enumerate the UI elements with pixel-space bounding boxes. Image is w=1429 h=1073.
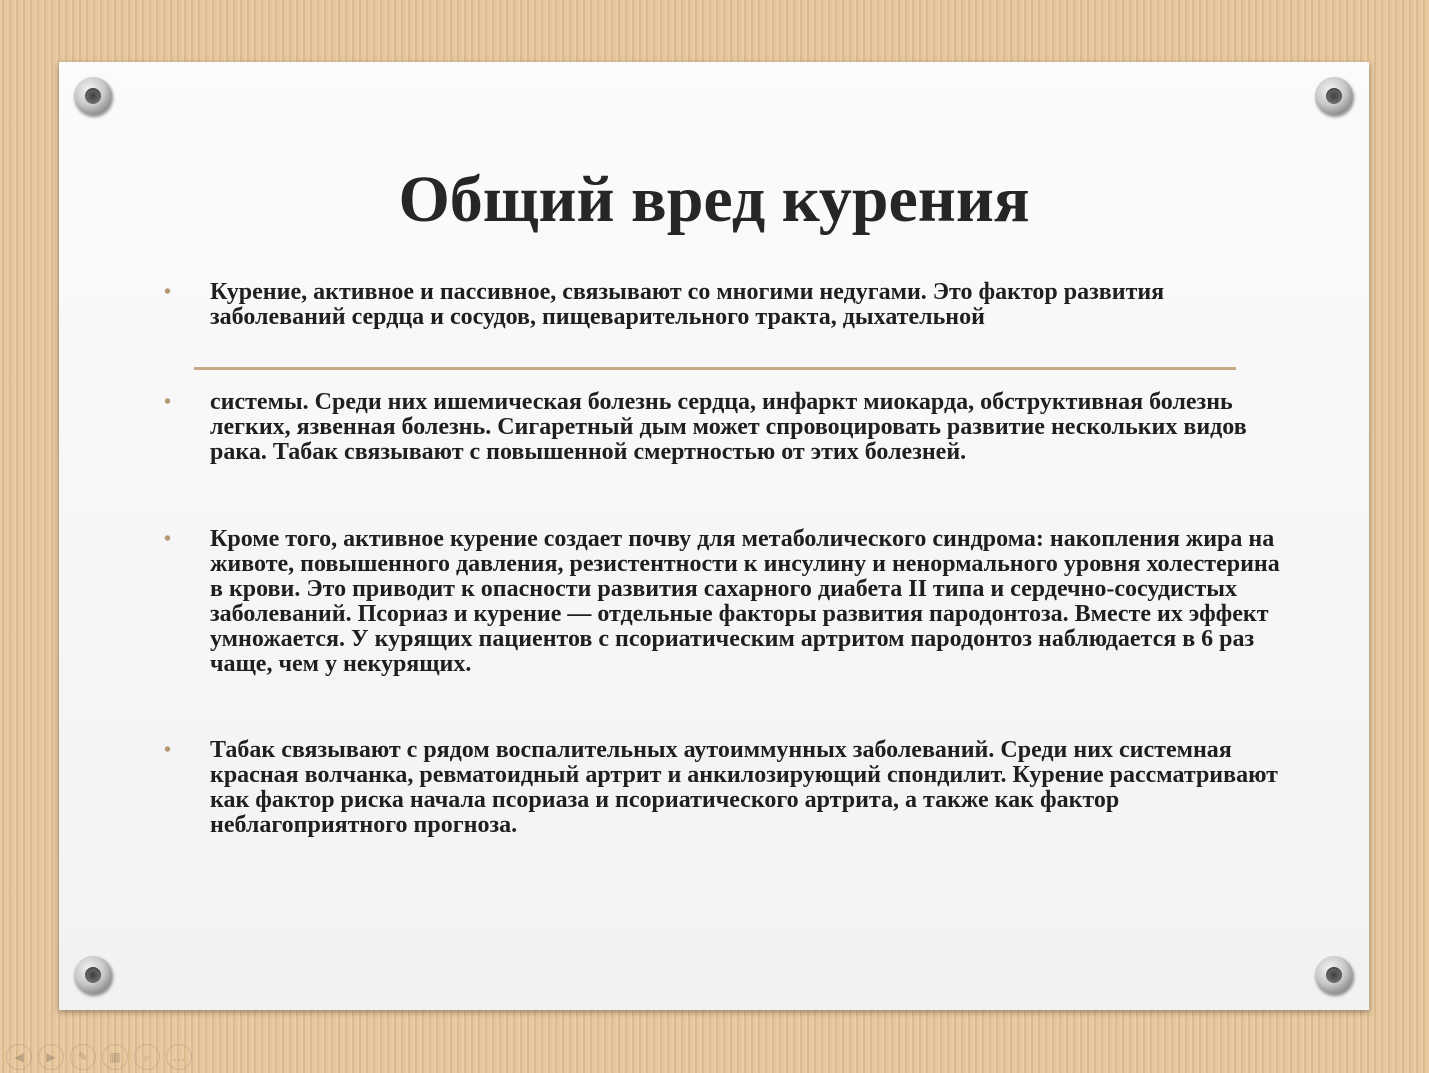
slide-title: Общий вред курения xyxy=(398,163,1030,236)
bullet-text: Кроме того, активное курение создает почву для метаболического синдрома: накопления жира на животе, повышенного давления, резистентности к инсулину и ненормального уровня холестерина в крови. Это приводит к опасности развития сахарного диабета II типа и сердечно-сосудистых заболеваний. Псориаз и курение — отдельные факторы развития пародонтоза. Вместе их эффект умножается. У курящих пациентов с псориатическим артритом пародонтоз наблюдается в 6 раз чаще, чем у некурящих. xyxy=(210,526,1280,677)
more-options-icon[interactable]: … xyxy=(166,1044,192,1070)
bullet-dot-icon: • xyxy=(164,739,172,761)
pin-icon xyxy=(74,77,112,115)
pin-icon xyxy=(1315,77,1353,115)
zoom-icon[interactable]: ⌕ xyxy=(134,1044,160,1070)
next-slide-icon[interactable]: ▶ xyxy=(38,1044,64,1070)
slides-grid-icon[interactable]: ▦ xyxy=(102,1044,128,1070)
bullet-text: Курение, активное и пассивное, связывают со многими недугами. Это фактор развития заболеваний сердца и сосудов, пищеварительного тракта, дыхательной xyxy=(210,279,1165,330)
pin-icon xyxy=(74,956,112,994)
bullet-dot-icon: • xyxy=(164,281,172,303)
pen-icon[interactable]: ✎ xyxy=(70,1044,96,1070)
previous-slide-icon[interactable]: ◀ xyxy=(6,1044,32,1070)
bullet-dot-icon: • xyxy=(164,391,172,413)
bullet-dot-icon: • xyxy=(164,528,172,550)
bullet-text: Табак связывают с рядом воспалительных аутоиммунных заболеваний. Среди них системная красная волчанка, ревматоидный артрит и анкилозирующий спондилит. Курение рассматривают как фактор риска начала псориаза и псориатического артрита, а также как фактор неблагоприятного прогноза. xyxy=(210,737,1278,838)
slideshow-controls xyxy=(6,1044,192,1072)
bullet-text: системы. Среди них ишемическая болезнь сердца, инфаркт миокарда, обструктивная болезнь легких, язвенная болезнь. Сигаретный дым может спровоцировать развитие нескольких видов рака. Табак связывают с повышенной смертностью от этих болезней. xyxy=(210,389,1247,465)
divider-line xyxy=(194,367,1236,370)
pin-icon xyxy=(1315,956,1353,994)
slide xyxy=(59,62,1369,1010)
